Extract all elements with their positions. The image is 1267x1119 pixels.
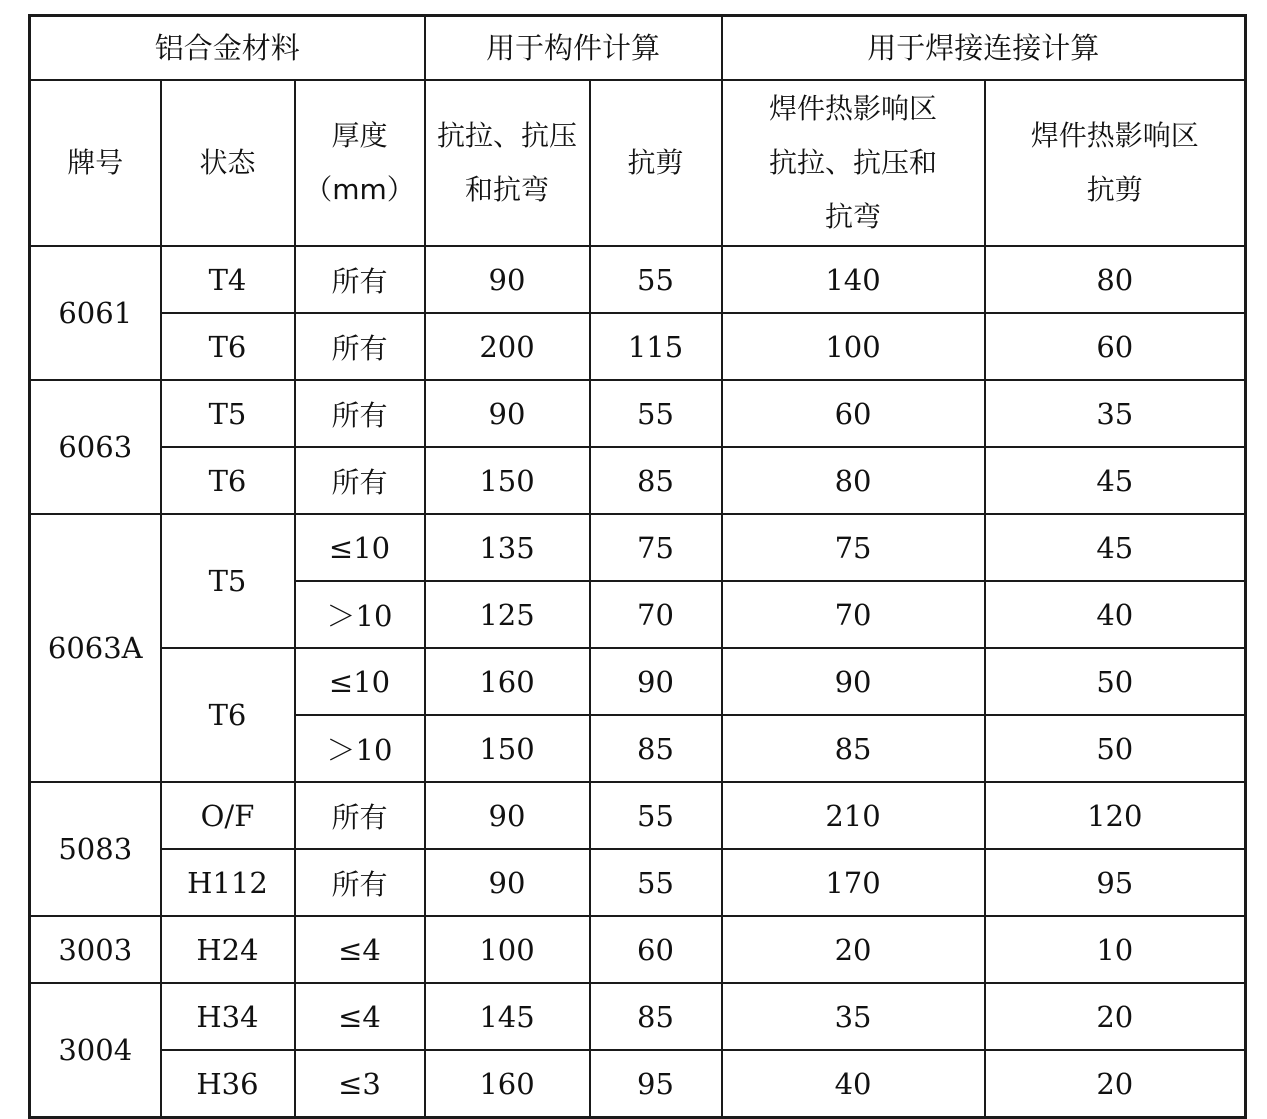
header-thickness-line1: 厚度 (331, 119, 388, 152)
header-weld-haz-tension-compression-bending (722, 80, 985, 246)
cell-thickness: ＞10 (295, 715, 425, 782)
cell-thickness: ≤3 (295, 1050, 425, 1118)
cell-member-tension: 90 (425, 782, 590, 849)
cell-thickness: ≤4 (295, 916, 425, 983)
table-row (30, 514, 1246, 581)
header-member-shear: 抗剪 (590, 80, 722, 246)
cell-temper: O/F (161, 782, 295, 849)
cell-member-tension: 135 (425, 514, 590, 581)
header-weld-tension-line1: 焊件热影响区 (769, 92, 938, 125)
cell-temper: H24 (161, 916, 295, 983)
aluminum-alloy-strength-table (28, 14, 1247, 1119)
cell-thickness: 所有 (295, 782, 425, 849)
cell-member-shear: 75 (590, 514, 722, 581)
cell-member-shear: 85 (590, 983, 722, 1050)
cell-weld-shear: 50 (985, 715, 1246, 782)
cell-thickness: 所有 (295, 447, 425, 514)
cell-temper: T6 (161, 313, 295, 380)
cell-member-shear: 55 (590, 782, 722, 849)
table-row (30, 648, 1246, 715)
cell-member-shear: 55 (590, 246, 722, 313)
cell-weld-tension: 170 (722, 849, 985, 916)
header-weld-calculation: 用于焊接连接计算 (722, 16, 1246, 81)
cell-member-tension: 100 (425, 916, 590, 983)
table-row (30, 447, 1246, 514)
cell-weld-tension: 20 (722, 916, 985, 983)
header-thickness-line2: （mm） (304, 173, 415, 206)
cell-weld-shear: 10 (985, 916, 1246, 983)
cell-grade: 6061 (30, 246, 161, 380)
cell-grade: 6063A (30, 514, 161, 782)
cell-member-tension: 150 (425, 715, 590, 782)
cell-weld-tension: 60 (722, 380, 985, 447)
cell-weld-shear: 40 (985, 581, 1246, 648)
header-weld-haz-shear (985, 80, 1246, 246)
cell-weld-shear: 20 (985, 1050, 1246, 1118)
strength-table-container (28, 14, 1244, 1119)
cell-grade: 3004 (30, 983, 161, 1118)
cell-thickness: ≤4 (295, 983, 425, 1050)
cell-member-tension: 90 (425, 380, 590, 447)
cell-member-shear: 95 (590, 1050, 722, 1118)
cell-member-tension: 150 (425, 447, 590, 514)
cell-weld-tension: 90 (722, 648, 985, 715)
cell-weld-shear: 80 (985, 246, 1246, 313)
cell-member-tension: 90 (425, 849, 590, 916)
cell-thickness: ＞10 (295, 581, 425, 648)
cell-weld-tension: 75 (722, 514, 985, 581)
cell-thickness: ≤10 (295, 648, 425, 715)
cell-weld-shear: 120 (985, 782, 1246, 849)
table-row (30, 983, 1246, 1050)
cell-weld-tension: 100 (722, 313, 985, 380)
cell-thickness: 所有 (295, 313, 425, 380)
header-member-tension-line1: 抗拉、抗压 (436, 119, 577, 152)
header-aluminum-material: 铝合金材料 (30, 16, 425, 81)
table-row (30, 1050, 1246, 1118)
cell-weld-tension: 40 (722, 1050, 985, 1118)
cell-weld-shear: 45 (985, 447, 1246, 514)
cell-weld-tension: 140 (722, 246, 985, 313)
cell-temper: T5 (161, 514, 295, 648)
cell-thickness: 所有 (295, 380, 425, 447)
header-weld-tension-line2: 抗拉、抗压和 (769, 146, 938, 179)
header-group-row (30, 16, 1246, 81)
cell-weld-shear: 60 (985, 313, 1246, 380)
header-grade: 牌号 (30, 80, 161, 246)
cell-thickness: ≤10 (295, 514, 425, 581)
header-weld-shear-line1: 焊件热影响区 (1030, 119, 1199, 152)
header-thickness (295, 80, 425, 246)
cell-temper: T4 (161, 246, 295, 313)
cell-member-tension: 200 (425, 313, 590, 380)
table-row (30, 849, 1246, 916)
table-row (30, 380, 1246, 447)
cell-weld-tension: 70 (722, 581, 985, 648)
cell-member-tension: 145 (425, 983, 590, 1050)
cell-member-shear: 70 (590, 581, 722, 648)
cell-thickness: 所有 (295, 849, 425, 916)
cell-member-shear: 55 (590, 380, 722, 447)
cell-member-tension: 125 (425, 581, 590, 648)
cell-weld-shear: 95 (985, 849, 1246, 916)
cell-member-tension: 90 (425, 246, 590, 313)
cell-weld-tension: 210 (722, 782, 985, 849)
header-weld-shear-line2: 抗剪 (1086, 173, 1143, 206)
cell-temper: H112 (161, 849, 295, 916)
header-member-calculation: 用于构件计算 (425, 16, 722, 81)
cell-grade: 3003 (30, 916, 161, 983)
cell-member-shear: 85 (590, 447, 722, 514)
cell-temper: H34 (161, 983, 295, 1050)
cell-member-shear: 90 (590, 648, 722, 715)
header-member-tension-compression-bending (425, 80, 590, 246)
cell-weld-tension: 35 (722, 983, 985, 1050)
table-row (30, 916, 1246, 983)
cell-weld-tension: 85 (722, 715, 985, 782)
cell-grade: 6063 (30, 380, 161, 514)
header-weld-tension-line3: 抗弯 (825, 200, 882, 233)
table-row (30, 782, 1246, 849)
cell-weld-tension: 80 (722, 447, 985, 514)
cell-temper: T6 (161, 447, 295, 514)
table-row (30, 313, 1246, 380)
header-column-row (30, 80, 1246, 246)
cell-temper: H36 (161, 1050, 295, 1118)
table-row (30, 246, 1246, 313)
cell-member-shear: 85 (590, 715, 722, 782)
cell-weld-shear: 45 (985, 514, 1246, 581)
cell-member-shear: 55 (590, 849, 722, 916)
cell-temper: T5 (161, 380, 295, 447)
cell-member-shear: 115 (590, 313, 722, 380)
cell-weld-shear: 20 (985, 983, 1246, 1050)
cell-weld-shear: 35 (985, 380, 1246, 447)
cell-temper: T6 (161, 648, 295, 782)
cell-weld-shear: 50 (985, 648, 1246, 715)
cell-member-shear: 60 (590, 916, 722, 983)
cell-member-tension: 160 (425, 1050, 590, 1118)
cell-member-tension: 160 (425, 648, 590, 715)
header-temper: 状态 (161, 80, 295, 246)
cell-thickness: 所有 (295, 246, 425, 313)
header-member-tension-line2: 和抗弯 (464, 173, 549, 206)
cell-grade: 5083 (30, 782, 161, 916)
